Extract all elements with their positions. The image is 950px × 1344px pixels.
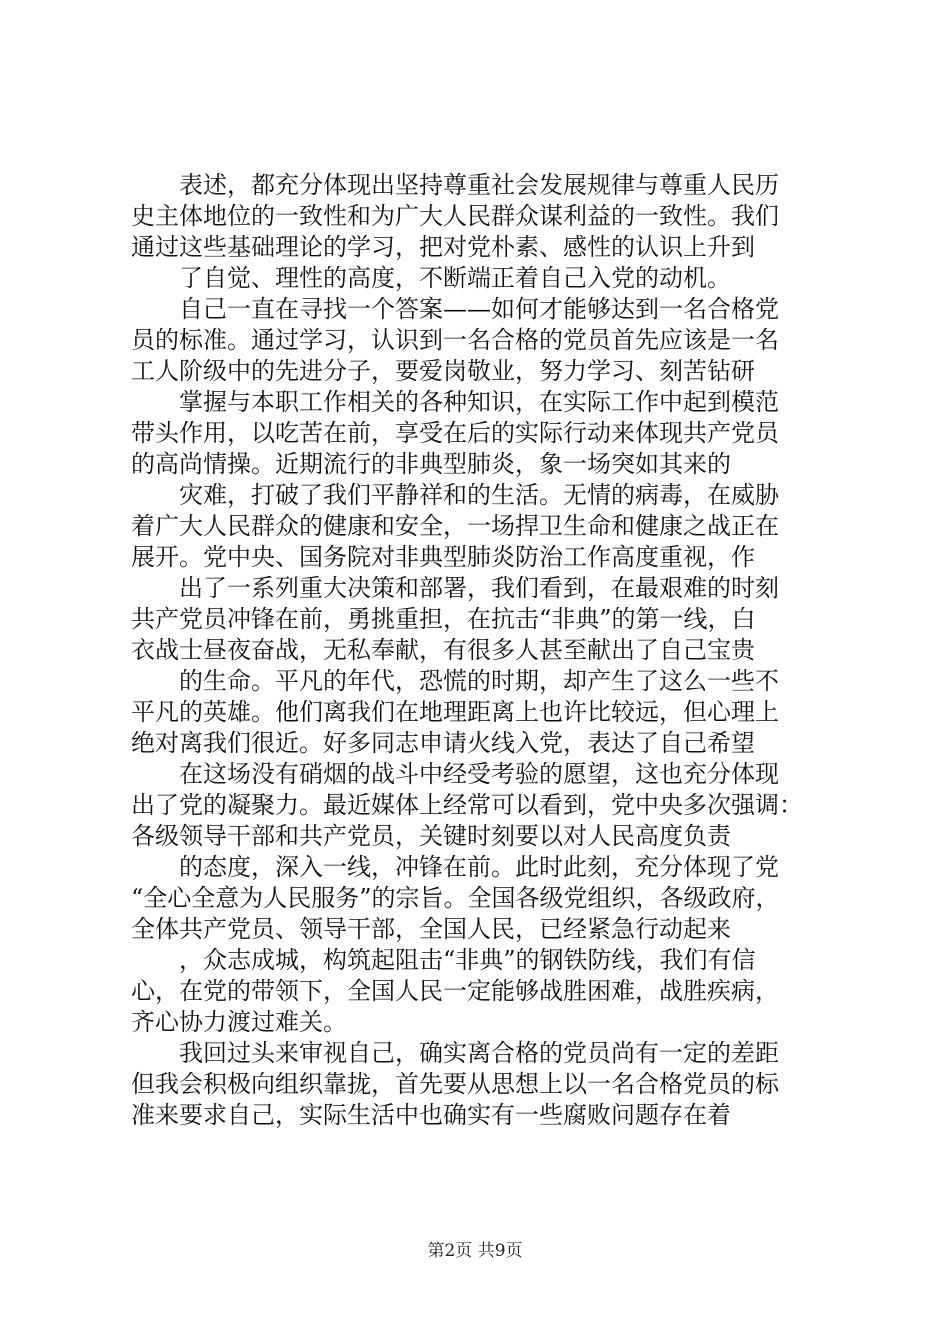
text-line: 表述，都充分体现出坚持尊重社会发展规律与尊重人民历 xyxy=(179,171,779,199)
text-line: 绝对离我们很近。好多同志申请火线入党，表达了自己希望 xyxy=(131,729,755,757)
text-line: “全心全意为人民服务”的宗旨。全国各级党组织，各级政府， xyxy=(131,884,780,912)
text-line: ，众志成城，构筑起阻击“非典”的钢铁防线，我们有信 xyxy=(179,946,756,974)
text-line: 但我会积极向组织靠拢，首先要从思想上以一名合格党员的标 xyxy=(131,1070,779,1098)
text-line: 掌握与本职工作相关的各种知识，在实际工作中起到模范 xyxy=(179,388,779,416)
text-line: 平凡的英雄。他们离我们在地理距离上也许比较远，但心理上 xyxy=(131,698,779,726)
page-number-footer: 第2页 共9页 xyxy=(427,1241,523,1261)
text-line: 通过这些基础理论的学习，把对党朴素、感性的认识上升到 xyxy=(131,233,755,261)
text-line: 心，在党的带领下，全国人民一定能够战胜困难，战胜疾病， xyxy=(131,977,779,1005)
text-line: 员的标准。通过学习，认识到一名合格的党员首先应该是一名 xyxy=(131,326,779,354)
text-line: 齐心协力渡过难关。 xyxy=(131,1008,347,1036)
text-line: 史主体地位的一致性和为广大人民群众谋利益的一致性。我们 xyxy=(131,202,779,230)
text-line: 出了党的凝聚力。最近媒体上经常可以看到，党中央多次强调： xyxy=(131,791,803,819)
text-line: 展开。党中央、国务院对非典型肺炎防治工作高度重视，作 xyxy=(131,543,755,571)
text-line: 的高尚情操。近期流行的非典型肺炎，象一场突如其来的 xyxy=(131,450,731,478)
text-line: 在这场没有硝烟的战斗中经受考验的愿望，这也充分体现 xyxy=(179,760,779,788)
text-line: 的生命。平凡的年代，恐慌的时期，却产生了这么一些不 xyxy=(179,667,779,695)
text-line: 衣战士昼夜奋战，无私奉献，有很多人甚至献出了自己宝贵 xyxy=(131,636,755,664)
text-line: 带头作用，以吃苦在前，享受在后的实际行动来体现共产党员 xyxy=(131,419,779,447)
text-line: 出了一系列重大决策和部署，我们看到，在最艰难的时刻 xyxy=(179,574,779,602)
text-line: 了自觉、理性的高度，不断端正着自己入党的动机。 xyxy=(179,264,731,292)
text-line: 的态度，深入一线，冲锋在前。此时此刻，充分体现了党 xyxy=(179,853,779,881)
text-line: 各级领导干部和共产党员，关键时刻要以对人民高度负责 xyxy=(131,822,731,850)
document-body xyxy=(131,170,831,1131)
text-line: 共产党员冲锋在前，勇挑重担，在抗击“非典”的第一线，白 xyxy=(131,605,756,633)
text-line: 我回过头来审视自己，确实离合格的党员尚有一定的差距 xyxy=(179,1039,779,1067)
text-line: 自己一直在寻找一个答案——如何才能够达到一名合格党 xyxy=(179,295,779,323)
text-line: 准来要求自己，实际生活中也确实有一些腐败问题存在着 xyxy=(131,1101,731,1129)
text-line: 着广大人民群众的健康和安全，一场捍卫生命和健康之战正在 xyxy=(131,512,779,540)
text-line: 工人阶级中的先进分子，要爱岗敬业，努力学习、刻苦钻研 xyxy=(131,357,755,385)
text-line: 全体共产党员、领导干部，全国人民，已经紧急行动起来 xyxy=(131,915,731,943)
text-line: 灾难，打破了我们平静祥和的生活。无情的病毒，在威胁 xyxy=(179,481,779,509)
